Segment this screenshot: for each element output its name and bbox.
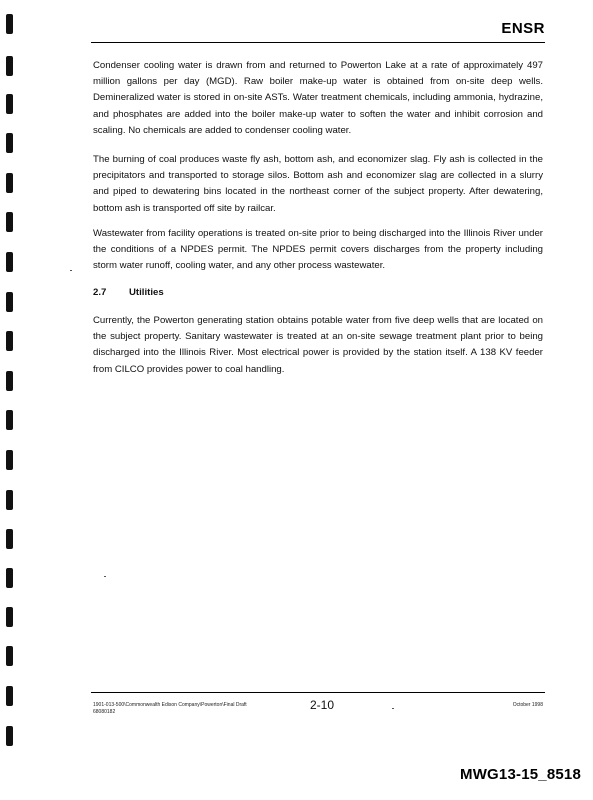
paragraph-utilities: Currently, the Powerton generating station obtains potable water from five deep wells that are located on the subject property. Sanitary wastewater is treated at an on-site sewage treatment plant prior to being discharged into the Illinois River. Most electrical power is provided by the station itself. A 138 KV feeder from CILCO provides power to coal handling. xyxy=(93,315,543,375)
header-rule xyxy=(91,42,545,43)
footer-rule xyxy=(91,692,545,693)
paragraph-cooling-water: Condenser cooling water is drawn from and returned to Powerton Lake at a rate of approximately 497 million gallons per day (MGD). Raw boiler make-up water is obtained from on-site deep wells. Demineralized water is stored in on-site ASTs. Water treatment chemicals, including ammonia, hydrazine, and phosphates are added into the boiler make-up water to soften the water and inhibit corrosion and scaling. No chemicals are added to condenser cooling water. xyxy=(93,60,543,136)
page-number: 2-10 xyxy=(310,698,335,712)
footer-path: 1901-013-500\Commonwealth Edison Company\Powerton\Final Draft xyxy=(93,702,247,708)
company-logo: ENSR xyxy=(501,20,545,37)
paragraph-coal-ash: The burning of coal produces waste fly ash, bottom ash, and economizer slag. Fly ash is collected in the precipitators and transported to storage silos. Bottom ash and economizer slag are collected in a slurry and piped to dewatering bins located in the northeast corner of the subject property. After dewatering, bottom ash is transported off site by railcar. xyxy=(93,154,543,214)
footer-date: October 1998 xyxy=(512,702,543,708)
paragraph-wastewater: Wastewater from facility operations is treated on-site prior to being discharged into the Illinois River under the conditions of a NPDES permit. The NPDES permit covers discharges from the property including storm water runoff, cooling water, and any other process wastewater. xyxy=(93,228,543,272)
section-number: 2.7 xyxy=(93,287,107,298)
bates-document-id: MWG13-15_8518 xyxy=(460,766,581,783)
footer-code: 68080182 xyxy=(93,709,116,715)
section-heading xyxy=(93,287,164,298)
binder-hole-marks xyxy=(6,0,16,800)
footer-file-path xyxy=(93,702,247,716)
section-title: Utilities xyxy=(129,287,164,298)
